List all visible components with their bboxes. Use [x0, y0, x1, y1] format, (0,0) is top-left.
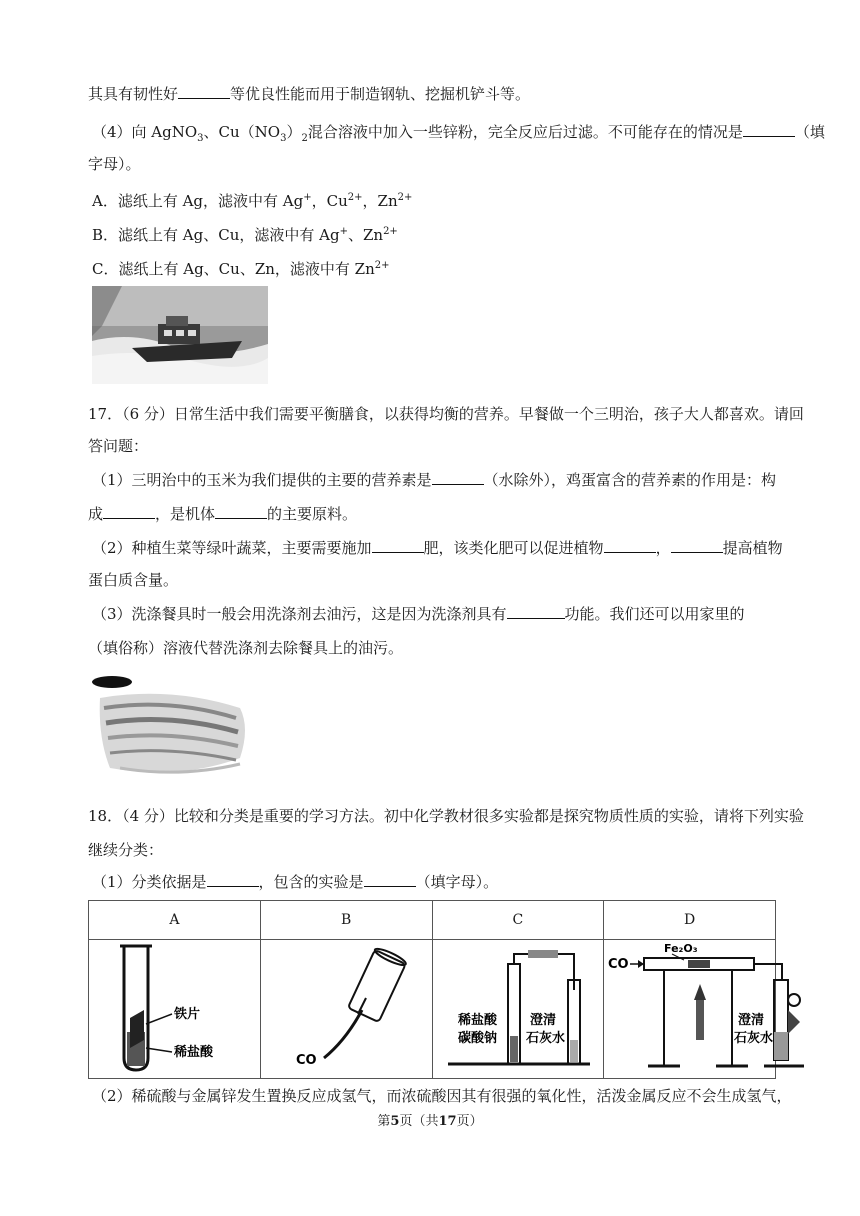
q18-part1: （1）分类依据是 ，包含的实验是 （填字母）。 — [92, 873, 499, 891]
answer-blank[interactable] — [743, 122, 795, 137]
q16-option-c: C．滤纸上有 Ag、Cu、Zn，滤液中有 $Zn^{2+}$ — [92, 260, 390, 278]
co-reduction-diagram — [604, 940, 808, 1074]
q18-stem-2: 继续分类： — [88, 841, 164, 859]
label-iron-sheet: 铁片 — [174, 1007, 201, 1022]
q17-part2: （2）种植生菜等绿叶蔬菜，主要需要施加 肥，该类化肥可以促进植物 ， 提高植物 — [92, 539, 783, 557]
experiment-table — [88, 900, 776, 1079]
q16-part4: （4）向 AgNO$_3$、$Cu(NO_3)_2$混合溶液中加入一些锌粉，完全反应后过滤。不可能存在的情况是 （填 — [92, 123, 825, 144]
co-jar-diagram — [266, 940, 426, 1074]
label-sodium-carbonate: 碳酸钠 — [457, 1031, 497, 1046]
carbonate-limewater-diagram — [438, 940, 598, 1074]
label-dilute-hcl-c: 稀盐酸 — [457, 1013, 497, 1028]
q16-option-b: B．滤纸上有 Ag、Cu，滤液中有 Ag+、$Zn^{2+}$ — [92, 226, 398, 244]
q17-stem-2: 答问题： — [88, 437, 149, 455]
answer-blank[interactable] — [507, 604, 565, 619]
answer-blank[interactable] — [432, 470, 484, 485]
label-limewater-c-1: 澄清 — [529, 1013, 556, 1028]
test-tube-diagram — [94, 940, 254, 1074]
total-pages: 17 — [438, 1114, 457, 1129]
page-number: 5 — [390, 1114, 400, 1129]
q18-part2: （2）稀硫酸与金属锌发生置换反应成氢气，而浓硫酸因其有很强的氧化性，活泼金属反应不会生成氢气， — [92, 1087, 792, 1105]
header-c: C — [432, 901, 604, 940]
q17-part2-cont: 蛋白质含量。 — [88, 571, 179, 589]
q17-part1-cont: 成 ，是机体 的主要原料。 — [88, 505, 358, 523]
ship-photo — [92, 286, 268, 384]
answer-blank[interactable] — [178, 84, 230, 99]
page-footer: 第5页（共17页） — [377, 1114, 483, 1129]
q16-option-a: A．滤纸上有 Ag，滤液中有 Ag+，$Cu^{2+}$，$Zn^{2+}$ — [92, 192, 413, 210]
answer-blank[interactable] — [604, 538, 656, 553]
label-limewater-c-2: 石灰水 — [525, 1031, 565, 1046]
q18-stem-1: 18．（4 分）比较和分类是重要的学习方法。初中化学教材很多实验都是探究物质性质的实验，请将下列实验 — [88, 807, 804, 825]
answer-blank[interactable] — [215, 504, 267, 519]
label-co-d: CO — [608, 957, 629, 972]
header-b: B — [260, 901, 432, 940]
experiment-d-cell — [604, 940, 776, 1079]
label-limewater-d-1: 澄清 — [738, 1013, 765, 1028]
label-limewater-d-2: 石灰水 — [734, 1031, 774, 1046]
q17-part3-cont: （填俗称）溶液代替洗涤剂去除餐具上的油污。 — [88, 639, 404, 657]
label-fe2o3: Fe₂O₃ — [664, 942, 698, 955]
q16-part4-cont: 字母）。 — [88, 155, 141, 173]
experiment-a-cell — [89, 940, 261, 1079]
header-a: A — [89, 901, 261, 940]
experiment-b-cell — [260, 940, 432, 1079]
answer-blank[interactable] — [207, 872, 259, 887]
answer-blank[interactable] — [372, 538, 424, 553]
header-d: D — [604, 901, 776, 940]
label-co-b: CO — [296, 1053, 317, 1068]
sandwich-photo — [90, 668, 260, 786]
q17-part1: （1）三明治中的玉米为我们提供的主要的营养素是 （水除外），鸡蛋富含的营养素的作用是：构 — [92, 471, 777, 489]
experiment-c-cell — [432, 940, 604, 1079]
label-dilute-hcl-a: 稀盐酸 — [174, 1045, 214, 1060]
q17-part3: （3）洗涤餐具时一般会用洗涤剂去油污，这是因为洗涤剂具有 功能。我们还可以用家里的 — [92, 605, 745, 623]
answer-blank[interactable] — [364, 872, 416, 887]
q17-stem-1: 17．（6 分）日常生活中我们需要平衡膳食，以获得均衡的营养。早餐做一个三明治，孩子大人都喜欢。请回 — [88, 405, 804, 423]
answer-blank[interactable] — [103, 504, 155, 519]
q16-line-top: 其具有韧性好 等优良性能而用于制造钢轨、挖掘机铲斗等。 — [88, 85, 531, 103]
answer-blank[interactable] — [671, 538, 723, 553]
